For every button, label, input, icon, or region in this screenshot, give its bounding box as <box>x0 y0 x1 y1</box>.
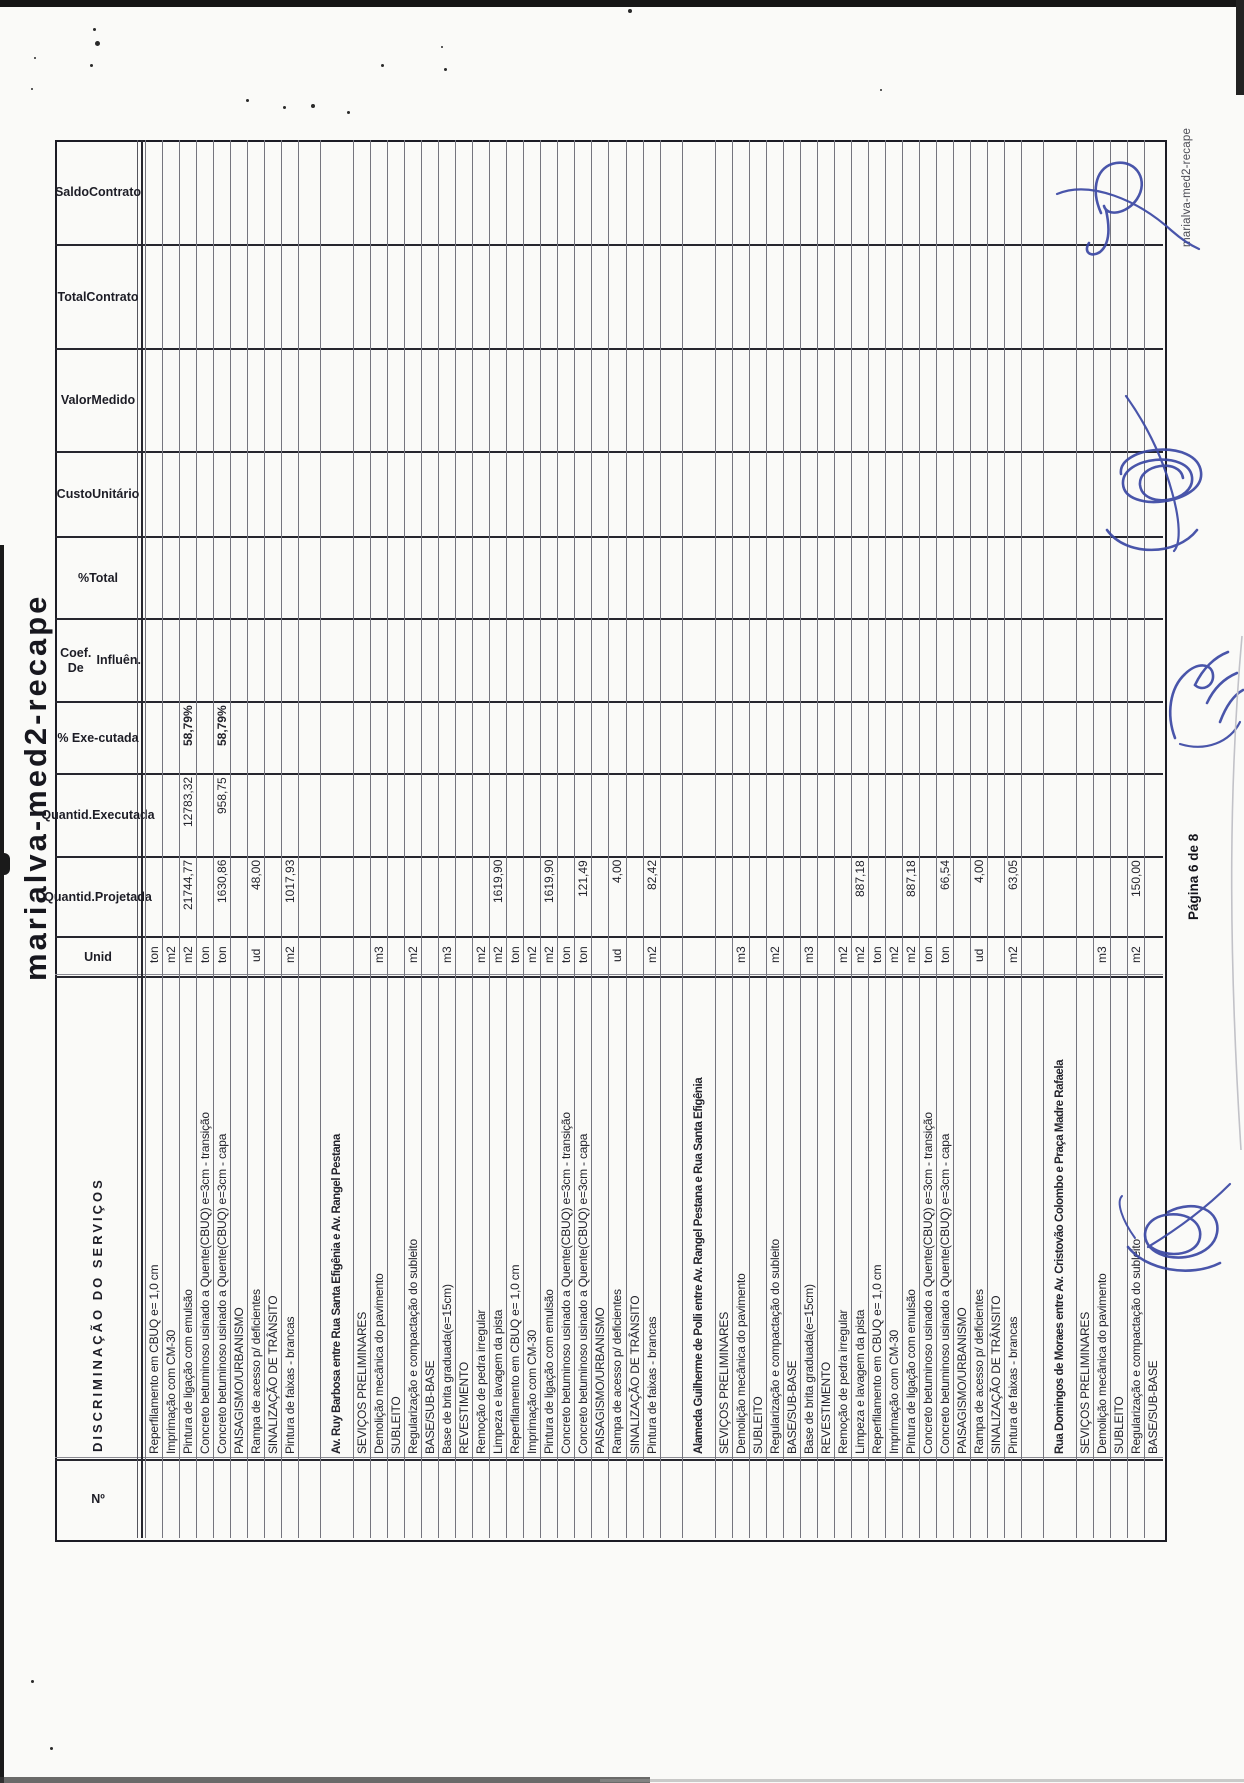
service-name: SEVIÇOS PRELIMINARES <box>716 1311 731 1454</box>
service-name: Pintura de ligação com emulsão <box>542 1289 557 1454</box>
service-name: Rampa de acesso p/ deficientes <box>971 1289 986 1454</box>
column-header-text: Unitário <box>92 487 140 502</box>
unit-value: ton <box>147 946 161 964</box>
service-name: Rampa de acesso p/ deficientes <box>610 1289 625 1454</box>
row-strip <box>557 140 575 1538</box>
unit-value: ud <box>249 948 264 962</box>
unit-value: ud <box>971 948 986 962</box>
row-strip <box>145 140 163 1538</box>
service-name: Remoção de pedra irregular <box>474 1309 489 1454</box>
column-header-text: Total <box>89 570 119 585</box>
column-header-text: Custo <box>56 487 93 502</box>
unit-value: m3 <box>440 946 455 964</box>
row-strip <box>506 140 524 1538</box>
row-strip <box>1144 140 1162 1538</box>
unit-value: ton <box>508 946 523 964</box>
service-name: Rampa de acesso p/ deficientes <box>249 1289 264 1454</box>
unit-value: m2 <box>852 946 867 964</box>
row-strip <box>438 140 456 1538</box>
row-strip <box>540 140 558 1538</box>
service-name: Remoção de pedra irregular <box>835 1309 850 1454</box>
unit-value: m3 <box>733 946 748 964</box>
row-strip <box>574 140 592 1538</box>
service-name: Pintura de faixas - brancas <box>644 1316 659 1454</box>
service-name: Demolição mecânica do pavimento <box>372 1273 387 1454</box>
row-strip <box>1004 140 1022 1538</box>
row-strip <box>247 140 265 1538</box>
unit-value: m2 <box>1005 946 1020 964</box>
row-strip <box>868 140 886 1538</box>
page-number-label: Página 6 de 8 <box>1186 833 1201 921</box>
service-name: SUBLEITO <box>1111 1396 1126 1454</box>
row-strip <box>715 140 733 1538</box>
row-strip <box>936 140 954 1538</box>
row-strip <box>749 140 767 1538</box>
column-header-ptotal <box>55 537 141 619</box>
row-strip <box>1093 140 1111 1538</box>
service-name: Base de brita graduada(e=15cm) <box>801 1284 816 1454</box>
unit-value: m2 <box>164 946 179 964</box>
row-strip <box>851 140 869 1538</box>
column-header-text: Quantid. <box>44 889 95 904</box>
pct-executed-value: 58,79% <box>215 705 230 746</box>
service-name: Concreto betuminoso usinado a Quente(CBUQ) e=3cm - capa <box>576 1133 591 1454</box>
row-strip <box>766 140 784 1538</box>
column-header-text: Unid <box>84 949 112 964</box>
unit-value: m2 <box>406 946 421 964</box>
unit-value: ton <box>559 946 574 964</box>
unit-value: m2 <box>644 946 659 964</box>
column-header-saldo <box>55 140 141 245</box>
qty-projected-value: 121,49 <box>576 860 591 897</box>
row-strip <box>783 140 801 1538</box>
service-name: Limpeza e lavagem da pista <box>852 1309 867 1454</box>
row-strip <box>608 140 626 1538</box>
row-strip-blank <box>660 140 683 1538</box>
row-strip <box>421 140 439 1538</box>
row-strip <box>953 140 971 1538</box>
unit-value: ton <box>215 946 230 964</box>
pct-executed-value: 58,79% <box>181 705 196 746</box>
service-name: PAISAGISMO/URBANISMO <box>232 1307 247 1454</box>
column-header-text: % Exe- <box>57 730 99 745</box>
column-header-text: Contrato <box>88 185 142 200</box>
qty-projected-value: 4,00 <box>610 860 625 884</box>
service-name: Pintura de faixas - brancas <box>1005 1316 1020 1454</box>
column-header-text: Influên. <box>96 653 141 668</box>
column-header-discriminacao: DISCRIMINAÇÃO DO SERVIÇOS <box>90 1177 105 1452</box>
row-strip <box>834 140 852 1538</box>
row-strip <box>902 140 920 1538</box>
unit-value: m3 <box>372 946 387 964</box>
service-name: Regularização e compactação do subleito <box>767 1238 782 1454</box>
column-header-text: Quantid. <box>41 808 93 823</box>
column-header-text: cutada <box>98 730 139 745</box>
row-strip <box>455 140 473 1538</box>
row-strip <box>626 140 644 1538</box>
row-strip <box>213 140 231 1538</box>
service-name: Concreto betuminoso usinado a Quente(CBUQ) e=3cm - capa <box>215 1133 230 1454</box>
row-strip <box>800 140 818 1538</box>
row-strip <box>370 140 388 1538</box>
service-name: REVESTIMENTO <box>818 1361 833 1454</box>
unit-value: m2 <box>181 946 196 964</box>
header-column-line <box>141 140 143 1538</box>
column-header-text: Coef. De <box>60 645 92 675</box>
service-name: SUBLEITO <box>750 1396 765 1454</box>
unit-value: m3 <box>1094 946 1109 964</box>
qty-projected-value: 82,42 <box>644 860 659 891</box>
row-strip <box>353 140 371 1538</box>
service-name: SUBLEITO <box>389 1396 404 1454</box>
qty-projected-value: 21744,77 <box>181 860 196 911</box>
row-strip <box>179 140 197 1538</box>
column-header-text: Executada <box>92 808 155 823</box>
unit-value: m2 <box>283 946 298 964</box>
column-header-unid <box>55 937 141 977</box>
filename-watermark: marialva-med2-recape <box>1181 127 1193 247</box>
column-header-text: % <box>77 570 90 585</box>
row-strip <box>404 140 422 1538</box>
service-name: BASE/SUB-BASE <box>1145 1360 1160 1454</box>
section-header-text: Alameda Guilherme de Polli entre Av. Rangel Pestana e Rua Santa Efigênia <box>692 1077 705 1454</box>
column-header-pexe <box>55 702 141 774</box>
unit-value: m3 <box>801 946 816 964</box>
unit-value: m2 <box>886 946 901 964</box>
unit-value: m2 <box>1128 946 1143 964</box>
unit-value: ton <box>198 946 213 964</box>
column-header-total <box>55 245 141 349</box>
row-strip <box>885 140 903 1538</box>
column-header-text: Total <box>57 289 87 304</box>
service-name: Reperfilamento em CBUQ e= 1,0 cm <box>869 1264 884 1454</box>
section-header-text: Rua Domingos de Moraes entre Av. Cristovão Colombo e Praça Madre Rafaela <box>1053 1059 1066 1454</box>
service-name: Imprimação com CM-30 <box>164 1329 179 1454</box>
service-name: Imprimação com CM-30 <box>886 1329 901 1454</box>
service-name: Pintura de ligação com emulsão <box>903 1289 918 1454</box>
row-strip <box>817 140 835 1538</box>
row-strip <box>987 140 1005 1538</box>
row-strip <box>387 140 405 1538</box>
service-name: Reperfilamento em CBUQ e= 1,0 cm <box>508 1264 523 1454</box>
row-strip <box>591 140 609 1538</box>
column-header-qproj <box>44 857 152 937</box>
row-strip <box>472 140 490 1538</box>
unit-value: m2 <box>767 946 782 964</box>
qty-projected-value: 1619,90 <box>491 860 506 904</box>
column-header-text: Projetada <box>94 889 152 904</box>
service-name: SINALIZAÇÃO DE TRÂNSITO <box>627 1295 642 1454</box>
qty-projected-value: 1017,93 <box>283 860 298 904</box>
unit-value: ton <box>576 946 591 964</box>
column-header-qexec <box>41 774 155 857</box>
column-header-text: Medido <box>91 393 136 408</box>
column-header-text: Nº <box>91 1491 105 1506</box>
qty-projected-value: 887,18 <box>852 860 867 897</box>
service-name: SEVIÇOS PRELIMINARES <box>355 1311 370 1454</box>
service-name: REVESTIMENTO <box>457 1361 472 1454</box>
service-name: Imprimação com CM-30 <box>525 1329 540 1454</box>
row-strip <box>489 140 507 1538</box>
document-title: marialva-med2-recape <box>18 593 53 981</box>
service-name: Limpeza e lavagem da pista <box>491 1309 506 1454</box>
row-strip <box>264 140 282 1538</box>
row-strip <box>1110 140 1128 1538</box>
unit-value: m2 <box>835 946 850 964</box>
row-strip <box>643 140 661 1538</box>
unit-value: m2 <box>542 946 557 964</box>
service-name: Base de brita graduada(e=15cm) <box>440 1284 455 1454</box>
qty-projected-value: 1630,86 <box>215 860 230 904</box>
column-header-numero <box>55 1460 141 1538</box>
row-strip <box>281 140 299 1538</box>
qty-projected-value: 66,54 <box>937 860 952 891</box>
row-strip <box>919 140 937 1538</box>
unit-value: ton <box>937 946 952 964</box>
column-header-text: Valor <box>60 393 92 408</box>
service-name: Regularização e compactação do subleito <box>1128 1238 1143 1454</box>
qty-executed-value: 958,75 <box>215 777 230 814</box>
column-header-valor <box>55 349 141 452</box>
qty-projected-value: 48,00 <box>249 860 264 891</box>
qty-projected-value: 63,05 <box>1005 860 1020 891</box>
column-header-coef <box>55 619 141 702</box>
service-name: SINALIZAÇÃO DE TRÂNSITO <box>988 1295 1003 1454</box>
section-header-strip-secD <box>1043 140 1077 1538</box>
qty-executed-value: 12783,32 <box>181 777 196 828</box>
service-name: Demolição mecânica do pavimento <box>733 1273 748 1454</box>
section-header-strip-secB <box>320 140 354 1538</box>
service-name: Concreto betuminoso usinado a Quente(CBUQ) e=3cm - transição <box>920 1112 935 1454</box>
qty-projected-value: 150,00 <box>1128 860 1143 897</box>
unit-value: m2 <box>903 946 918 964</box>
row-strip-blank <box>298 140 321 1538</box>
row-strip <box>970 140 988 1538</box>
column-header-text: Saldo <box>54 185 89 200</box>
row-strip <box>732 140 750 1538</box>
service-name: Concreto betuminoso usinado a Quente(CBUQ) e=3cm - transição <box>559 1112 574 1454</box>
qty-projected-value: 4,00 <box>971 860 986 884</box>
qty-projected-value: 887,18 <box>903 860 918 897</box>
service-name: BASE/SUB-BASE <box>423 1360 438 1454</box>
service-name: SEVIÇOS PRELIMINARES <box>1077 1311 1092 1454</box>
row-strip <box>196 140 214 1538</box>
row-strip <box>1127 140 1145 1538</box>
service-name: Demolição mecânica do pavimento <box>1094 1273 1109 1454</box>
unit-value: m2 <box>474 946 489 964</box>
service-name: BASE/SUB-BASE <box>784 1360 799 1454</box>
service-name: Pintura de faixas - brancas <box>283 1316 298 1454</box>
column-header-custo <box>55 452 141 537</box>
unit-value: ton <box>920 946 935 964</box>
service-name: SINALIZAÇÃO DE TRÂNSITO <box>266 1295 281 1454</box>
service-name: Concreto betuminoso usinado a Quente(CBUQ) e=3cm - transição <box>198 1112 213 1454</box>
service-name: PAISAGISMO/URBANISMO <box>954 1307 969 1454</box>
qty-projected-value: 1619,90 <box>542 860 557 904</box>
service-name: PAISAGISMO/URBANISMO <box>593 1307 608 1454</box>
section-header-strip-secC <box>682 140 716 1538</box>
unit-value: m2 <box>525 946 540 964</box>
service-name: Reperfilamento em CBUQ e= 1,0 cm <box>147 1264 161 1454</box>
service-name: Regularização e compactação do subleito <box>406 1238 421 1454</box>
row-strip <box>162 140 180 1538</box>
service-name: Pintura de ligação com emulsão <box>181 1289 196 1454</box>
column-header-text: Contrato <box>86 289 139 304</box>
unit-value: ud <box>610 948 625 962</box>
row-strip-blank <box>1021 140 1044 1538</box>
row-strip <box>523 140 541 1538</box>
service-name: Concreto betuminoso usinado a Quente(CBUQ) e=3cm - capa <box>937 1133 952 1454</box>
unit-value: ton <box>869 946 884 964</box>
section-header-text: Av. Ruy Barbosa entre Rua Santa Efigênia e Av. Rangel Pestana <box>331 1134 344 1454</box>
row-strip <box>230 140 248 1538</box>
row-strip <box>1076 140 1094 1538</box>
unit-value: m2 <box>491 946 506 964</box>
